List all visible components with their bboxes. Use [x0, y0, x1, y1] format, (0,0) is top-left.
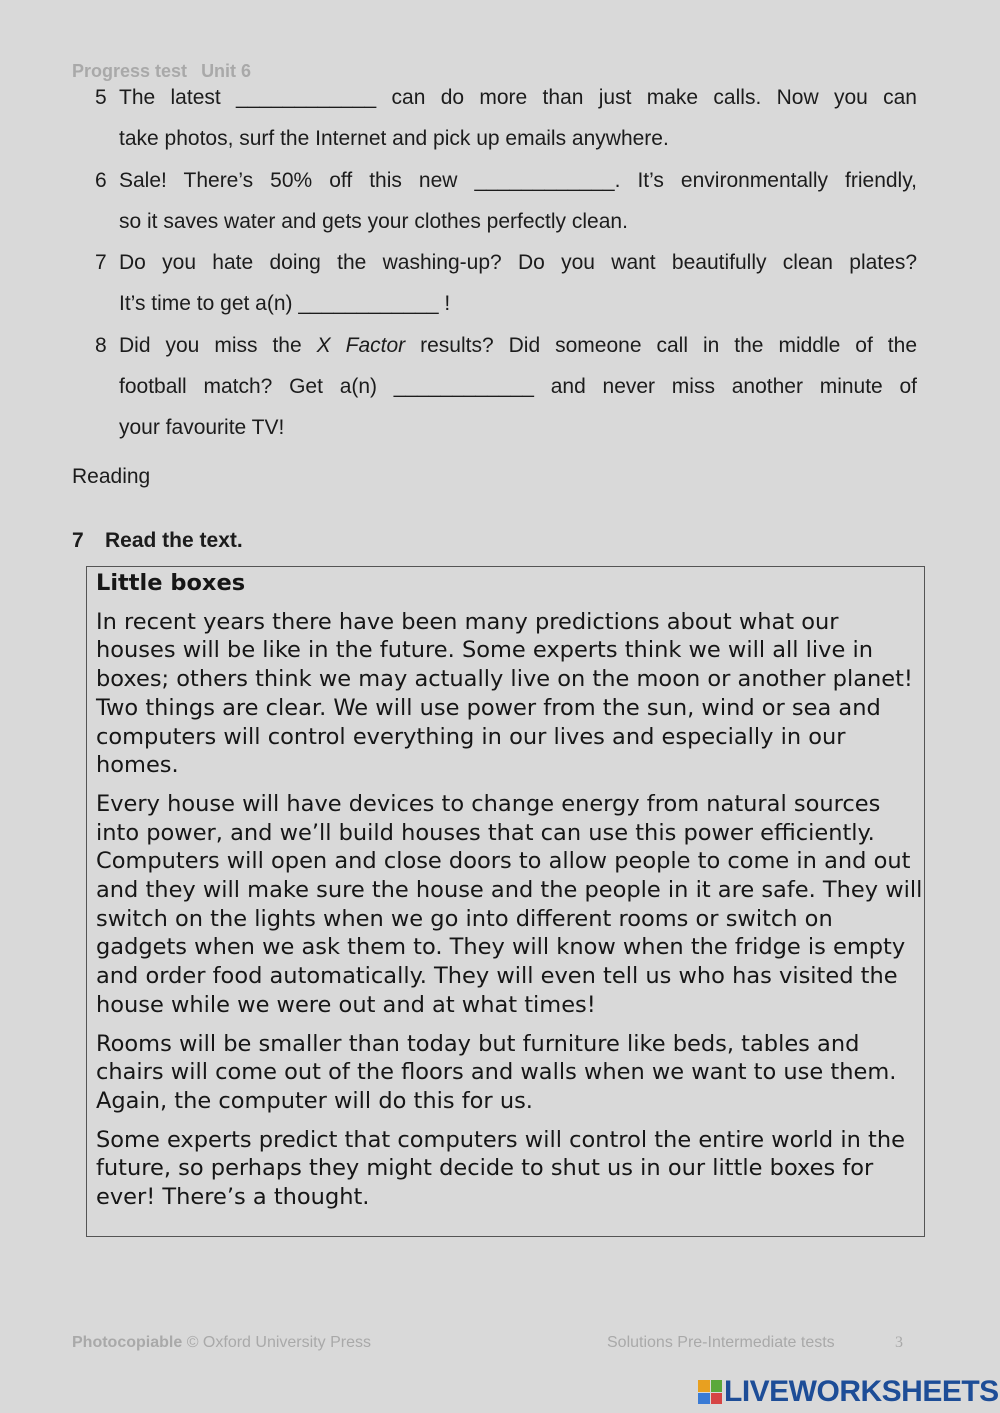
section-label: Reading	[72, 465, 151, 488]
question-number: 7	[95, 251, 107, 274]
brand-name: LIVEWORKSHEETS	[724, 1375, 999, 1408]
task-number: 7	[72, 529, 84, 552]
icon-cell	[711, 1393, 723, 1405]
question-text: Did you miss the X Factor results? Did someone call in the middle of the	[119, 334, 917, 357]
question-text: It’s time to get a(n) ____________ !	[119, 292, 451, 315]
question-text: The latest ____________ can do more than just make calls. Now you can	[119, 86, 917, 109]
icon-cell	[698, 1380, 710, 1392]
task-instruction: Read the text.	[105, 529, 243, 552]
question-number: 8	[95, 334, 107, 357]
question-text: Sale! There’s 50% off this new ____________. It’s environmentally friendly,	[119, 169, 917, 192]
footer-copyright	[72, 1334, 371, 1352]
icon-cell	[711, 1380, 723, 1392]
liveworksheets-logo[interactable]	[698, 1375, 999, 1409]
question-7	[95, 242, 917, 324]
article-paragraph: Some experts predict that computers will control the entire world in the future, so perhaps they might decide to shut us in our little boxes for ever! There’s a thought.	[96, 1126, 905, 1211]
question-5	[95, 77, 917, 159]
publisher-label: © Oxford University Press	[186, 1334, 371, 1351]
article-paragraph: In recent years there have been many predictions about what our houses will be like in the future. Some experts think we will all live in boxes; others think we may actually live on the moon or another planet! Two things are clear. We will use power from the sun, wind or sea and computers will control everything in our lives and especially in our homes.	[96, 608, 913, 779]
question-text: so it saves water and gets your clothes perfectly clean.	[119, 210, 628, 233]
question-number: 6	[95, 169, 107, 192]
question-text: Do you hate doing the washing-up? Do you want beautifully clean plates?	[119, 251, 917, 274]
question-6	[95, 160, 917, 242]
article-title: Little boxes	[96, 570, 246, 596]
icon-cell	[698, 1393, 710, 1405]
show-title: X Factor	[316, 334, 406, 357]
photocopiable-label: Photocopiable	[72, 1334, 183, 1351]
page-number: 3	[895, 1334, 903, 1351]
article-paragraph: Rooms will be smaller than today but furniture like beds, tables and chairs will come out of the floors and walls when we want to use them. Again, the computer will do this for us.	[96, 1030, 897, 1114]
reading-text-box	[86, 566, 925, 1237]
test-label: Progress test	[72, 61, 188, 81]
liveworksheets-icon	[698, 1380, 722, 1404]
footer-series: Solutions Pre-Intermediate tests	[607, 1334, 835, 1351]
task-heading	[72, 529, 243, 553]
question-text: take photos, surf the Internet and pick up emails anywhere.	[119, 127, 669, 150]
article-paragraph: Every house will have devices to change energy from natural sources into power, and we’ll build houses that can use this power efficiently. Computers will open and close doors to allow people to come in and out and they will make sure the house and the people in it are safe. They will switch on the lights when we go into different rooms or switch on gadgets when we ask them to. They will know when the fridge is empty and order food automatically. They will even tell us who has visited the house while we were out and at what times!	[96, 790, 923, 1018]
question-number: 5	[95, 86, 107, 109]
question-8	[95, 325, 917, 448]
unit-label: Unit 6	[201, 61, 252, 81]
question-text: football match? Get a(n) ____________ and never miss another minute of	[119, 375, 917, 398]
question-text: your favourite TV!	[119, 416, 285, 439]
